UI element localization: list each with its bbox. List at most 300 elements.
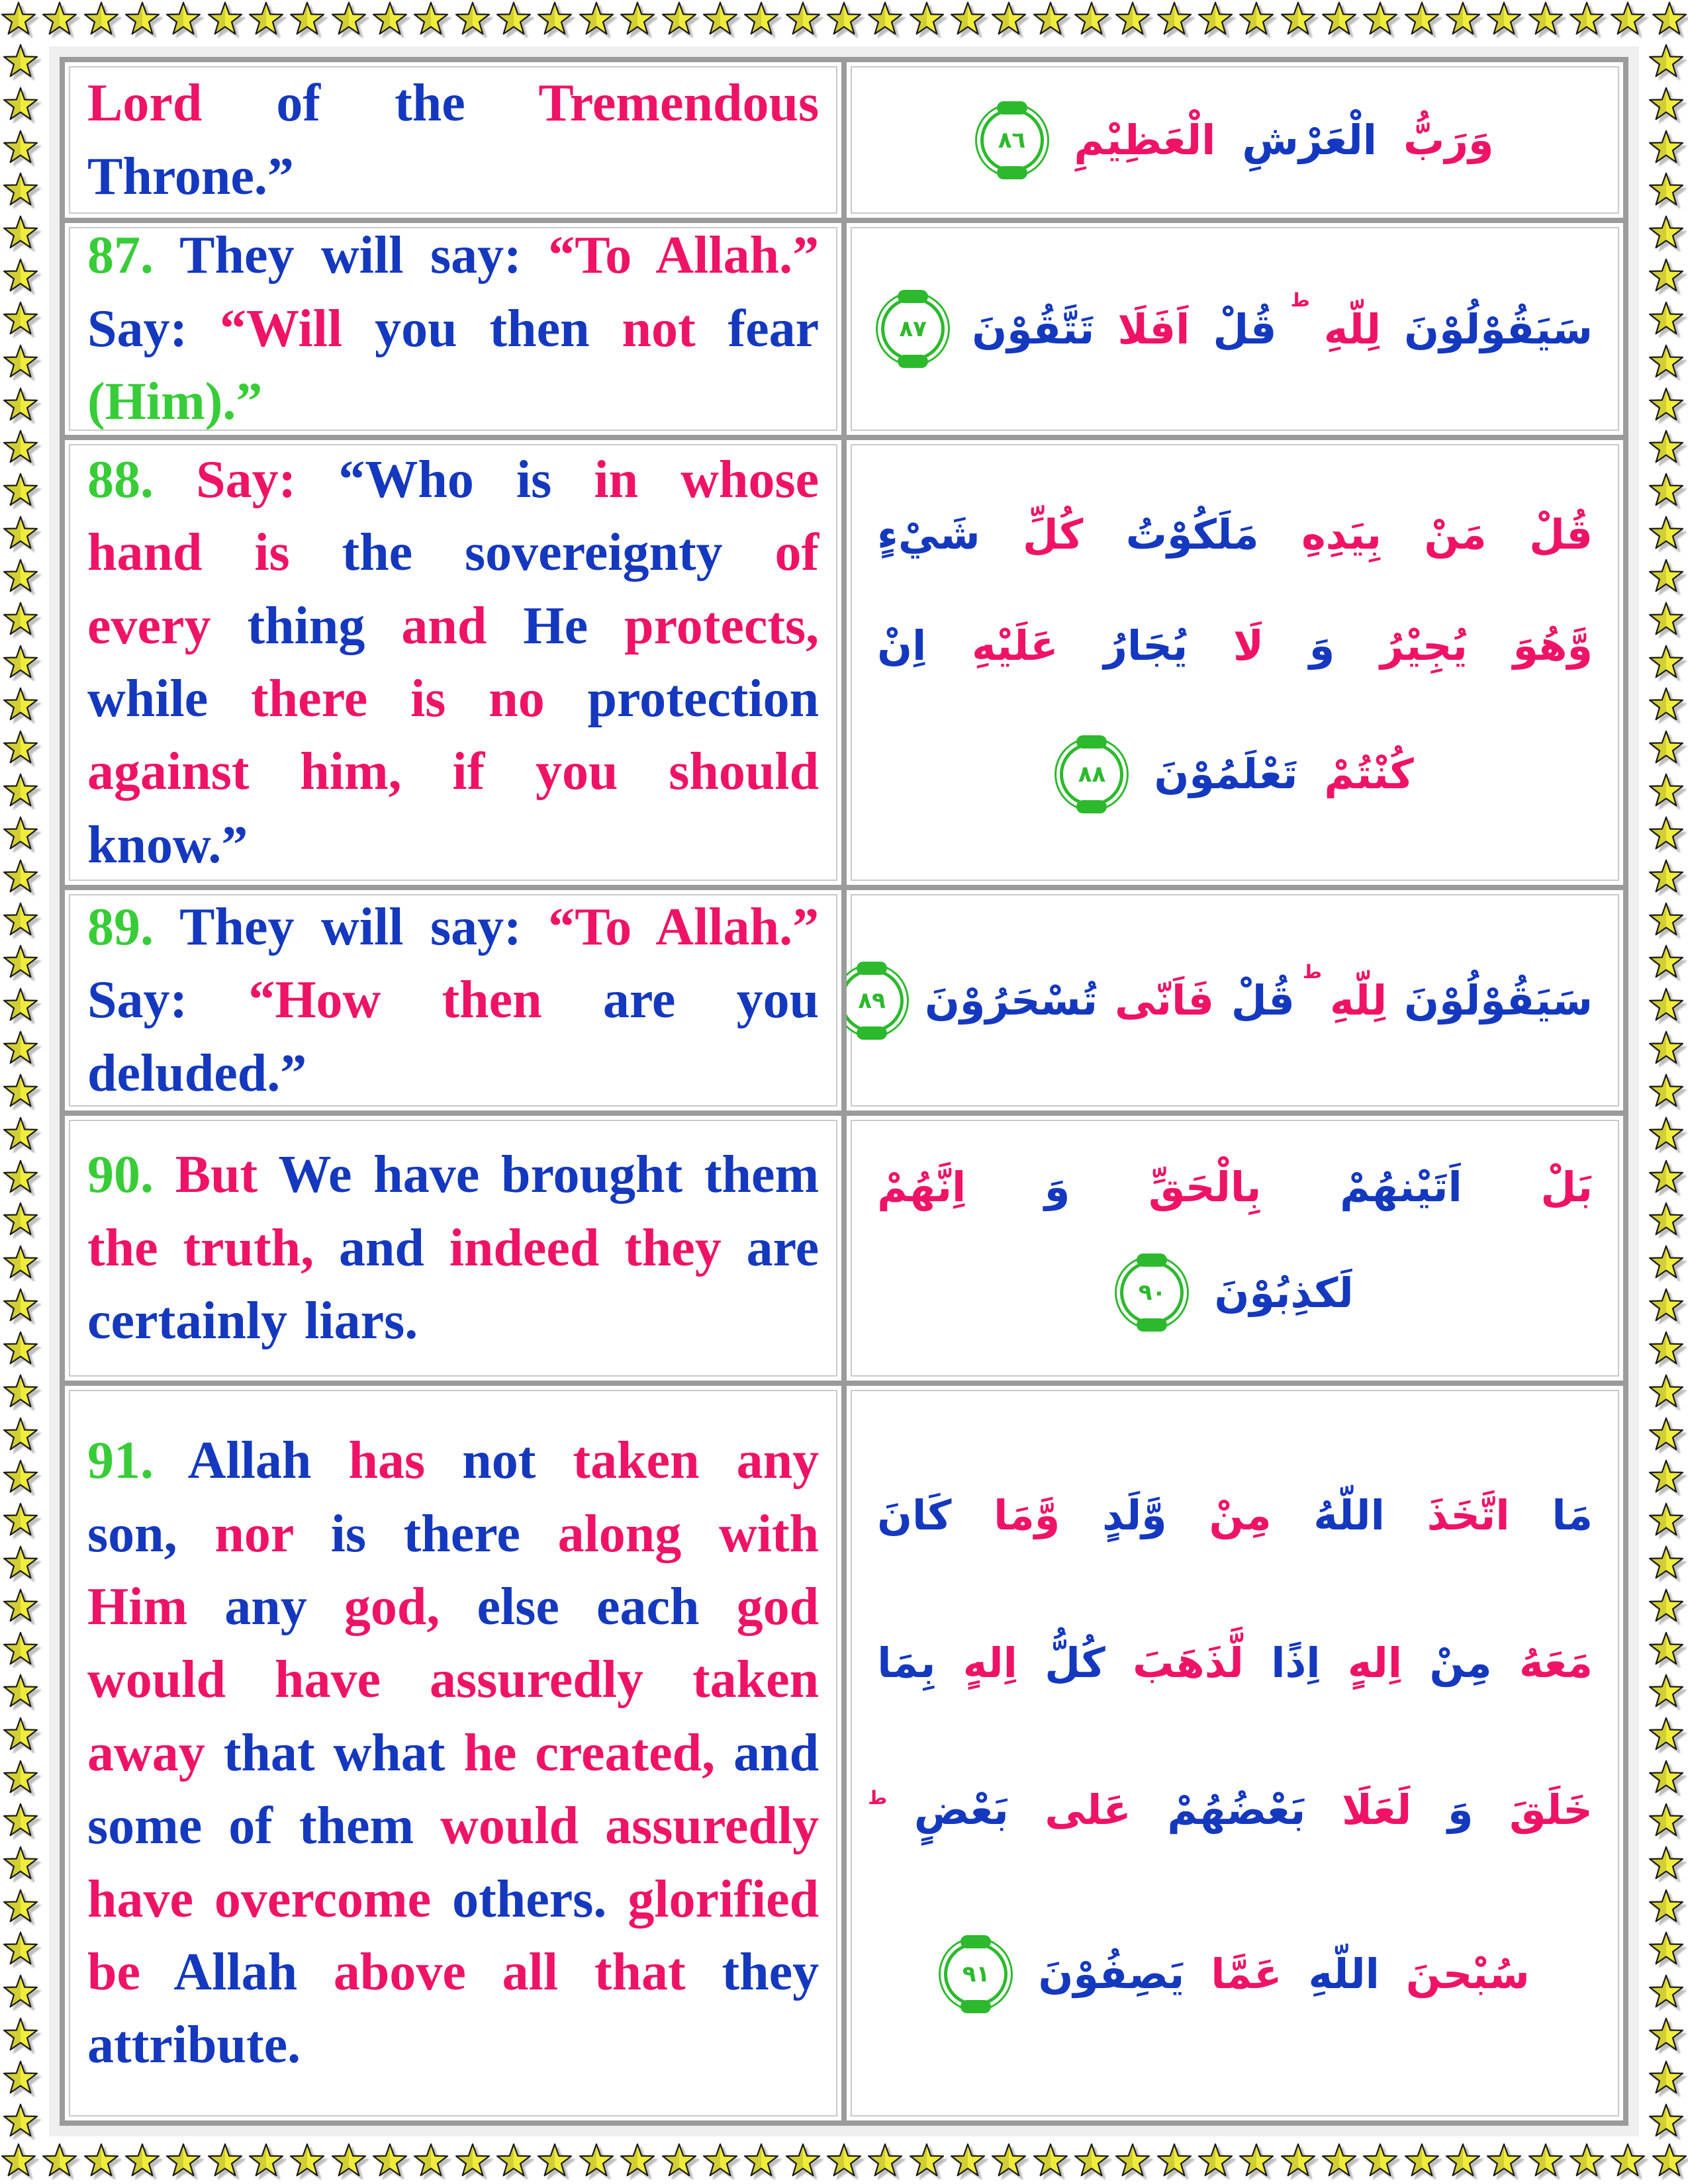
verse-end-medallion	[1120, 1261, 1184, 1324]
star-icon	[661, 2143, 698, 2180]
star-icon	[1648, 473, 1685, 510]
star-icon	[661, 1, 698, 38]
translation-span: has	[348, 1432, 463, 1490]
star-icon	[2, 258, 39, 295]
arabic-word: اِنَّهُمْ	[877, 1163, 966, 1211]
star-icon	[2, 859, 39, 896]
star-icon	[2, 1073, 39, 1111]
verse-number-arabic: ٨٦	[998, 126, 1026, 154]
translation-span: They will say:	[179, 226, 549, 285]
arabic-word: قُلْ	[1529, 510, 1593, 559]
star-icon	[248, 1, 285, 38]
star-icon	[908, 2143, 945, 2180]
translation-span: you then	[375, 299, 622, 358]
star-icon	[2, 1374, 39, 1411]
star-icon	[1527, 1, 1564, 38]
star-icon	[784, 1, 821, 38]
arabic-word: اِذًا	[1271, 1638, 1321, 1687]
english-cell	[65, 223, 841, 435]
star-icon	[1648, 1116, 1685, 1154]
star-icon	[2, 987, 39, 1024]
arabic-word: يَصِفُوْنَ	[1038, 1950, 1185, 1999]
translation-span: are certainly liars.	[87, 1218, 820, 1351]
arabic-verse	[847, 1116, 1623, 1381]
arabic-word: خَلَقَ	[1509, 1786, 1593, 1835]
star-icon	[2, 87, 39, 124]
star-icon	[619, 2143, 656, 2180]
arabic-word: وَّلَدٍ	[1102, 1491, 1167, 1540]
star-icon	[2, 1931, 39, 1968]
arabic-word: لَكذِبُوْنَ	[1214, 1268, 1354, 1317]
translation-span: in whose hand is	[87, 450, 820, 582]
star-icon	[1648, 1846, 1685, 1883]
translation-span: they attribute.	[87, 1942, 820, 2075]
table-row	[65, 890, 1623, 1111]
verse-end-medallion	[1060, 743, 1123, 806]
star-icon	[2, 2060, 39, 2097]
arabic-word: وَ	[1447, 1786, 1474, 1835]
star-icon	[536, 1, 573, 38]
star-icon	[2, 1717, 39, 1754]
star-icon	[1156, 1, 1193, 38]
verse-number-arabic: ٩١	[962, 1960, 990, 1987]
arabic-line	[877, 1639, 1593, 1687]
translation-span: Tremendous	[538, 74, 820, 133]
star-icon	[41, 1, 78, 38]
star-icon	[1648, 1545, 1685, 1582]
verse-end-medallion	[881, 297, 945, 361]
star-icon	[1321, 2143, 1358, 2180]
star-icon	[743, 1, 780, 38]
star-icon	[1648, 1588, 1685, 1625]
star-icon	[867, 2143, 904, 2180]
arabic-verse	[847, 440, 1623, 885]
star-icon	[1651, 1, 1688, 38]
verse-number: 87.	[87, 226, 180, 285]
arabic-word: مَلَكُوْتُ	[1125, 510, 1259, 559]
star-icon	[1485, 2143, 1523, 2180]
translation-span: indeed they	[449, 1218, 747, 1277]
star-icon	[2, 645, 39, 682]
star-icon	[0, 2143, 37, 2180]
translation-span: there is no	[251, 670, 588, 728]
star-icon	[2, 1846, 39, 1883]
star-icon	[2, 301, 39, 338]
star-icon	[454, 1, 491, 38]
star-icon	[1648, 1073, 1685, 1111]
star-icon	[1648, 2017, 1685, 2054]
translation-span: others.	[452, 1870, 628, 1929]
arabic-verse	[847, 890, 1623, 1111]
verse-number-arabic: ٨٨	[1078, 760, 1106, 788]
star-icon	[1238, 2143, 1275, 2180]
translation-span: god,	[344, 1578, 477, 1637]
table-row	[65, 440, 1623, 885]
verse-number-arabic: ٩٠	[1138, 1279, 1166, 1306]
star-icon	[495, 1, 532, 38]
star-icon	[1032, 1, 1069, 38]
arabic-word: كَانَ	[877, 1491, 952, 1540]
star-icon	[1073, 2143, 1110, 2180]
star-icon	[990, 1, 1027, 38]
arabic-word: وَّمَا	[994, 1491, 1060, 1540]
star-icon	[1648, 301, 1685, 338]
arabic-word: عَمَّا	[1211, 1950, 1282, 1999]
star-icon	[1648, 258, 1685, 295]
translation-span: “Who is	[338, 450, 594, 509]
star-icon	[825, 2143, 863, 2180]
verse-number: 91.	[87, 1432, 188, 1490]
arabic-word: عَلَيْهِ	[972, 621, 1058, 670]
translation-span: nor	[214, 1504, 331, 1563]
star-icon	[1648, 2103, 1685, 2140]
arabic-word: بِالْحَقِّ	[1149, 1163, 1262, 1211]
star-icon	[1362, 2143, 1399, 2180]
star-icon	[207, 1, 244, 38]
star-icon	[578, 1, 615, 38]
star-icon	[1648, 215, 1685, 252]
english-cell	[65, 1116, 841, 1381]
verse-number: 89.	[87, 897, 180, 956]
star-icon	[578, 2143, 615, 2180]
arabic-word: قُلْ	[1213, 304, 1277, 353]
translation-span: the truth,	[87, 1218, 339, 1277]
star-icon	[867, 1, 904, 38]
translation-span: He	[523, 596, 625, 655]
star-icon	[1648, 344, 1685, 381]
english-translation	[87, 891, 819, 1110]
star-icon	[1648, 1459, 1685, 1496]
star-icon	[743, 2143, 780, 2180]
translation-span: and some of them	[87, 1723, 820, 1856]
star-icon	[1648, 2060, 1685, 2097]
star-icon	[2, 1803, 39, 1840]
star-icon	[1238, 1, 1275, 38]
star-icon	[1609, 1, 1646, 38]
translation-span: god would have assuredly taken away	[87, 1578, 820, 1782]
waqf-mark: ط	[1290, 289, 1310, 311]
arabic-word: سَيَقُوْلُوْنَ	[1404, 976, 1593, 1024]
arabic-cell	[847, 890, 1623, 1111]
star-icon	[454, 2143, 491, 2180]
english-translation	[87, 1424, 819, 2082]
star-icon	[1648, 645, 1685, 682]
star-icon	[1114, 1, 1151, 38]
star-icon	[1156, 2143, 1193, 2180]
translation-span: Say:	[87, 971, 249, 1030]
star-icon	[2, 1974, 39, 2011]
arabic-word: عَلى	[1045, 1786, 1131, 1835]
arabic-word: مِنْ	[1209, 1491, 1272, 1540]
star-icon	[1648, 1331, 1685, 1368]
star-icon	[83, 2143, 120, 2180]
translation-span: protection	[587, 670, 820, 728]
translation-span: of the	[276, 74, 539, 133]
translation-span: not	[622, 299, 728, 358]
star-icon	[2, 1631, 39, 1668]
translation-span: son,	[87, 1504, 215, 1563]
english-cell	[65, 1386, 841, 2120]
star-icon	[2, 2103, 39, 2140]
star-icon	[1648, 1160, 1685, 1197]
arabic-word: فَاَنّى	[1115, 976, 1214, 1024]
star-icon	[330, 2143, 367, 2180]
star-icon	[2, 1202, 39, 1239]
waqf-mark: ط	[868, 1787, 888, 1809]
arabic-line	[877, 510, 1593, 559]
english-translation	[87, 443, 819, 882]
arabic-word: مِنْ	[1429, 1638, 1492, 1687]
star-icon	[83, 1, 120, 38]
arabic-word: اِنْ	[877, 621, 927, 670]
star-icon	[1648, 1717, 1685, 1754]
arabic-word: بِيَدِهِ	[1301, 510, 1382, 559]
arabic-word: بَعْضُهُمْ	[1167, 1786, 1306, 1835]
arabic-line	[868, 1786, 1593, 1835]
star-icon	[1648, 1202, 1685, 1239]
arabic-word: بَلْ	[1540, 1163, 1593, 1211]
star-icon	[1648, 1374, 1685, 1411]
star-icon	[1444, 1, 1481, 38]
arabic-verse	[847, 223, 1623, 435]
translation-span: But	[175, 1146, 279, 1205]
verse-number-arabic: ٨٧	[899, 316, 927, 342]
star-icon	[330, 1, 367, 38]
star-icon	[2, 130, 39, 167]
star-icon	[1321, 1, 1358, 38]
star-icon	[1568, 2143, 1605, 2180]
star-icon	[1648, 1417, 1685, 1454]
table-row	[65, 223, 1623, 435]
star-border-left	[2, 44, 40, 2140]
star-icon	[1651, 2143, 1688, 2180]
translation-span: thing	[247, 596, 402, 655]
star-icon	[2, 602, 39, 639]
star-icon	[1485, 1, 1523, 38]
english-translation	[87, 67, 819, 213]
star-icon	[990, 2143, 1027, 2180]
arabic-word: تَتَّقُوْنَ	[972, 304, 1095, 353]
star-icon	[0, 1, 37, 38]
translation-span: taken any	[573, 1432, 820, 1490]
translation-span: along with Him	[87, 1504, 820, 1637]
star-border-right	[1648, 44, 1686, 2140]
arabic-word: مَعَهُ	[1519, 1638, 1593, 1687]
star-icon	[1648, 559, 1685, 596]
arabic-line	[877, 1163, 1593, 1211]
star-icon	[2, 559, 39, 596]
arabic-word: لَعَلَا	[1341, 1786, 1412, 1835]
translation-span: else each	[477, 1578, 737, 1637]
star-icon	[2, 344, 39, 381]
star-icon	[289, 1, 326, 38]
translation-span: Say:	[87, 299, 220, 358]
arabic-cell	[847, 1386, 1623, 2120]
star-icon	[1032, 2143, 1069, 2180]
star-icon	[1197, 2143, 1234, 2180]
arabic-word: اتَّخَذَ	[1427, 1491, 1510, 1540]
arabic-cell	[847, 440, 1623, 885]
arabic-word: كُلُّ	[1045, 1638, 1105, 1687]
translation-span: against him, if you should	[87, 743, 820, 801]
english-cell	[65, 890, 841, 1111]
translation-span: They will say:	[179, 897, 549, 956]
arabic-word: بِمَا	[877, 1638, 936, 1687]
arabic-word: وَّهُوَ	[1513, 621, 1593, 670]
star-icon	[2, 1588, 39, 1625]
translation-span: and	[401, 596, 524, 655]
star-icon	[619, 1, 656, 38]
arabic-word: اللّهُ	[1313, 1491, 1385, 1540]
arabic-word: وَرَبُّ	[1403, 116, 1494, 164]
star-icon	[2, 430, 39, 467]
star-icon	[2, 1331, 39, 1368]
star-icon	[2, 902, 39, 939]
arabic-cell	[847, 1116, 1623, 1381]
star-icon	[1648, 859, 1685, 896]
star-icon	[2, 773, 39, 810]
verses-table	[60, 57, 1628, 2126]
translation-span: and	[338, 1218, 449, 1277]
translation-span: while	[87, 670, 252, 728]
arabic-line	[877, 1933, 1593, 2015]
star-icon	[1648, 602, 1685, 639]
verse-number: 90.	[87, 1146, 175, 1205]
star-icon	[2, 2017, 39, 2054]
star-icon	[1362, 1, 1399, 38]
translation-span: not	[462, 1432, 573, 1490]
arabic-line	[877, 1251, 1593, 1334]
arabic-word: سُبْحنَ	[1405, 1950, 1530, 1999]
star-icon	[2, 1288, 39, 1325]
arabic-word: يُجِيْرُ	[1380, 621, 1468, 670]
arabic-word: شَيْءٍ	[877, 510, 980, 559]
star-icon	[702, 1, 739, 38]
star-icon	[2, 516, 39, 553]
star-icon	[1648, 1974, 1685, 2011]
arabic-word: بَعْضٍ	[914, 1786, 1009, 1835]
star-icon	[1648, 987, 1685, 1024]
translation-span: of every	[87, 523, 820, 655]
star-icon	[1648, 1803, 1685, 1840]
translation-span: protects,	[624, 596, 820, 655]
star-icon	[1648, 730, 1685, 767]
star-icon	[2, 687, 39, 724]
star-icon	[1648, 87, 1685, 124]
star-icon	[1648, 430, 1685, 467]
translation-span: Lord	[87, 74, 277, 133]
star-icon	[124, 2143, 161, 2180]
translation-span: above all that	[333, 1942, 722, 2001]
translation-span: Say:	[196, 450, 339, 509]
star-icon	[2, 1459, 39, 1496]
arabic-word: مَنْ	[1424, 510, 1487, 559]
table-row	[65, 62, 1623, 218]
star-icon	[2, 1674, 39, 1711]
star-icon	[2, 1545, 39, 1582]
star-icon	[1648, 516, 1685, 553]
star-icon	[2, 1889, 39, 1926]
star-icon	[41, 2143, 78, 2180]
arabic-verse	[847, 1386, 1623, 2120]
star-icon	[908, 1, 945, 38]
translation-span: “Will	[220, 299, 375, 358]
arabic-verse	[847, 62, 1623, 218]
arabic-line	[877, 288, 1593, 370]
arabic-word: لَا	[1233, 621, 1264, 670]
star-icon	[1648, 773, 1685, 810]
star-icon	[1648, 44, 1685, 81]
star-icon	[2, 387, 39, 424]
star-icon	[949, 1, 986, 38]
verse-number: (Him).”	[87, 373, 263, 432]
star-icon	[536, 2143, 573, 2180]
arabic-word: لَّذَهَبَ	[1133, 1638, 1244, 1687]
arabic-word: وَ	[1044, 1163, 1070, 1211]
translation-span: glorified be	[87, 1870, 820, 2001]
star-icon	[1648, 816, 1685, 853]
star-icon	[702, 2143, 739, 2180]
star-icon	[784, 2143, 821, 2180]
star-icon	[1648, 902, 1685, 939]
arabic-word: كُنْتُمْ	[1324, 750, 1414, 798]
translation-span: Allah	[187, 1432, 349, 1490]
translation-span: Allah	[173, 1942, 334, 2001]
star-icon	[1648, 1931, 1685, 1968]
star-icon	[2, 44, 39, 81]
star-icon	[1648, 1760, 1685, 1797]
english-translation	[87, 1138, 819, 1357]
translation-span: “How then	[248, 971, 603, 1030]
star-icon	[1648, 687, 1685, 724]
star-icon	[2, 816, 39, 853]
arabic-word: لِلّهِ	[1323, 304, 1382, 353]
star-icon	[2, 1760, 39, 1797]
arabic-word: سَيَقُوْلُوْنَ	[1404, 304, 1593, 353]
table-row	[65, 1116, 1623, 1381]
star-icon	[2, 944, 39, 981]
waqf-mark: ط	[1302, 960, 1322, 983]
translation-span: Throne.”	[87, 147, 294, 206]
arabic-cell	[847, 223, 1623, 435]
star-icon	[2, 172, 39, 209]
star-icon	[2, 1417, 39, 1454]
arabic-line	[877, 99, 1593, 181]
star-icon	[2, 473, 39, 510]
star-icon	[2, 215, 39, 252]
star-icon	[495, 2143, 532, 2180]
star-icon	[1280, 2143, 1317, 2180]
star-icon	[165, 1, 202, 38]
arabic-cell	[847, 62, 1623, 218]
star-icon	[2, 1245, 39, 1282]
star-icon	[825, 1, 863, 38]
arabic-word: مَا	[1552, 1491, 1593, 1540]
star-icon	[1444, 2143, 1481, 2180]
star-icon	[1648, 130, 1685, 167]
arabic-line	[858, 960, 1593, 1042]
star-icon	[1403, 2143, 1440, 2180]
arabic-line	[877, 621, 1593, 670]
translation-span: know.”	[87, 815, 248, 874]
translation-span: any	[224, 1578, 344, 1637]
star-icon	[949, 2143, 986, 2180]
star-icon	[248, 2143, 285, 2180]
star-icon	[1197, 1, 1234, 38]
arabic-line	[877, 733, 1593, 815]
english-translation	[87, 223, 819, 435]
arabic-word: لِلّهِ	[1329, 976, 1387, 1024]
